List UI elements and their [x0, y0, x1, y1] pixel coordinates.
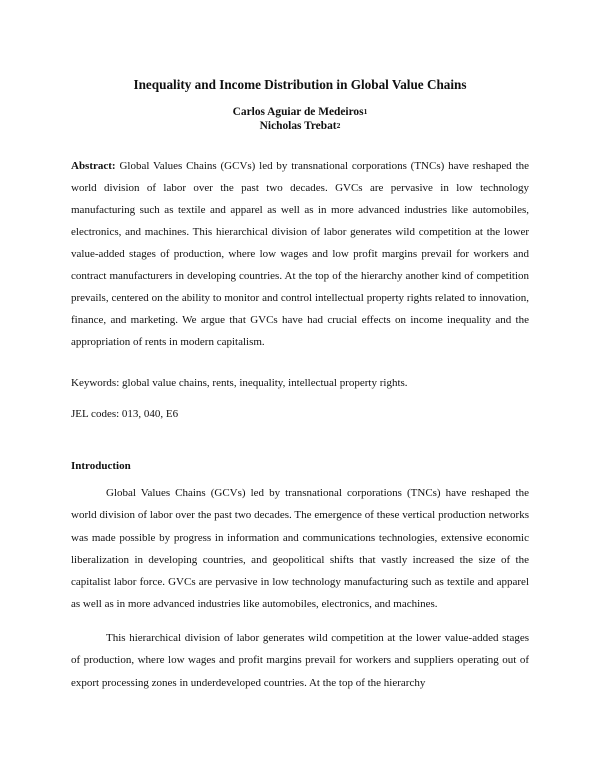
section-heading: Introduction	[71, 460, 131, 472]
abstract	[71, 155, 529, 353]
author-entry	[0, 106, 600, 120]
abstract-paragraph	[71, 155, 529, 353]
jel-codes: JEL codes: 013, 040, E6	[71, 408, 179, 420]
paragraph-text: Global Values Chains (GCVs) led by transnational corporations (TNCs) have reshaped the world division of labor over the past two decades. The emergence of these vertical production networks was made possible by progress in information and communications technologies, extensive economic liberalization in developing countries, and geopolitical shifts that vastly increased the size of the capitalist labor force. GVCs are pervasive in low technology manufacturing such as textile and apparel as well as in more advanced industries like automobiles, electronics, and machines.	[71, 487, 529, 611]
body-paragraph	[71, 482, 529, 616]
author-list	[0, 106, 600, 133]
footnote-marker: 2	[336, 120, 341, 130]
paragraph-text: This hierarchical division of labor generates wild competition at the lower value-added stages of production, where low wages and profit margins prevail for workers and suppliers operating out of export processing zones in underdeveloped countries. At the top of the hierarchy	[71, 632, 529, 689]
footnote-marker: 1	[363, 107, 368, 116]
abstract-text: Global Values Chains (GCVs) led by transnational corporations (TNCs) have reshaped the world division of labor over the past two decades. GVCs are pervasive in low technology manufacturing such as textile and apparel as well as in more advanced industries like automobiles, electronics, and machines. This hierarchical division of labor generates wild competition at the lower value-added stages of production, where low wages and low profit margins prevail for workers and contract manufacturers in developing countries. At the top of the hierarchy another kind of competition prevails, centered on the ability to monitor and control intellectual property rights related to innovation, finance, and marketing. We argue that GVCs have had crucial effects on income inequality and the appropriation of rents in modern capitalism.	[71, 160, 530, 348]
abstract-label: Abstract:	[71, 160, 116, 172]
keywords: Keywords: global value chains, rents, inequality, intellectual property rights.	[71, 377, 408, 389]
body-paragraph	[71, 627, 529, 694]
author-name: Carlos Aguiar de Medeiros	[232, 106, 364, 118]
author-name: Nicholas Trebat	[259, 119, 337, 132]
author-entry	[0, 120, 600, 134]
paper-title: Inequality and Income Distribution in Global Value Chains	[133, 77, 467, 92]
